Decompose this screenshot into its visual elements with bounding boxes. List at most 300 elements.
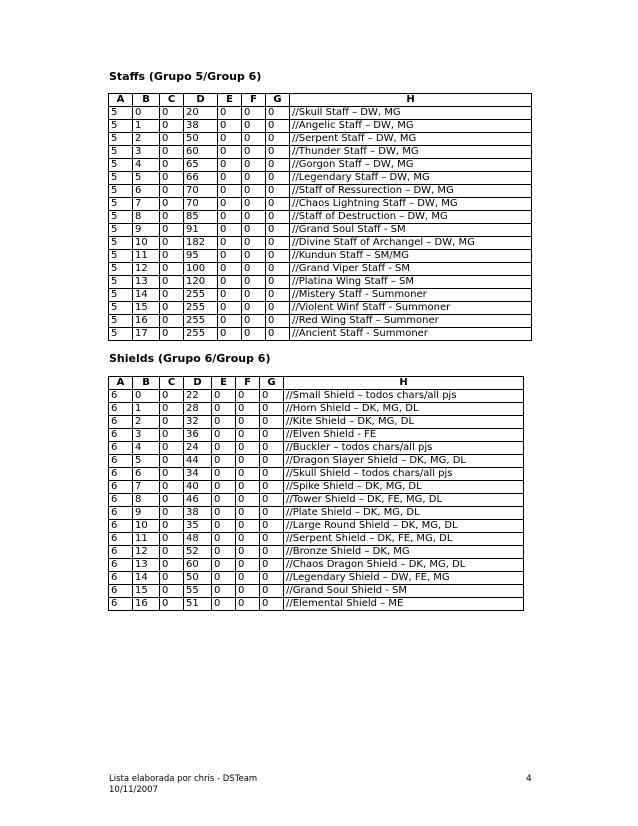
table-cell: 5 — [109, 328, 133, 341]
table-cell: 0 — [242, 185, 266, 198]
table-cell: 0 — [218, 263, 242, 276]
table-cell: //Divine Staff of Archangel – DW, MG — [290, 237, 532, 250]
table-row — [109, 198, 532, 211]
table-cell: 0 — [160, 224, 184, 237]
table-cell: 0 — [212, 507, 236, 520]
table-cell: 35 — [184, 520, 212, 533]
table-row — [109, 390, 524, 403]
table-cell: 0 — [236, 481, 260, 494]
table-cell: 0 — [160, 276, 184, 289]
table-cell: 65 — [184, 159, 218, 172]
table-cell: 0 — [260, 533, 284, 546]
table-cell: 0 — [212, 442, 236, 455]
table-cell: 255 — [184, 315, 218, 328]
table-cell: 0 — [266, 198, 290, 211]
table-cell: //Legendary Shield – DW, FE, MG — [284, 572, 524, 585]
column-header: F — [236, 377, 260, 390]
table-cell: 0 — [236, 546, 260, 559]
table-cell: 0 — [266, 315, 290, 328]
table-cell: 0 — [160, 494, 184, 507]
table-cell: 10 — [133, 237, 160, 250]
table-cell: 15 — [133, 302, 160, 315]
table-cell: 0 — [160, 442, 184, 455]
table-cell: 0 — [218, 289, 242, 302]
table-cell: 0 — [242, 146, 266, 159]
table-cell: 7 — [133, 481, 160, 494]
table-cell: 0 — [236, 468, 260, 481]
table-cell: 32 — [184, 416, 212, 429]
table-cell: 255 — [184, 302, 218, 315]
table-cell: 5 — [109, 237, 133, 250]
table-cell: 0 — [218, 250, 242, 263]
table-cell: 0 — [266, 120, 290, 133]
table-cell: 4 — [133, 442, 160, 455]
table-cell: 0 — [236, 585, 260, 598]
table-cell: 55 — [184, 585, 212, 598]
table-cell: 13 — [133, 559, 160, 572]
table-row — [109, 289, 532, 302]
table-cell: //Mistery Staff - Summoner — [290, 289, 532, 302]
table-cell: 60 — [184, 559, 212, 572]
table-cell: 12 — [133, 546, 160, 559]
table-cell: 15 — [133, 585, 160, 598]
table-cell: 0 — [266, 107, 290, 120]
table-cell: 0 — [242, 289, 266, 302]
table-cell: 0 — [236, 507, 260, 520]
table-cell: 0 — [236, 559, 260, 572]
column-header: D — [184, 377, 212, 390]
table-row — [109, 211, 532, 224]
table-cell: 9 — [133, 507, 160, 520]
column-header: A — [109, 377, 133, 390]
table-cell: 5 — [109, 211, 133, 224]
table-cell: 5 — [109, 198, 133, 211]
column-header: F — [242, 94, 266, 107]
table-cell: 6 — [109, 520, 133, 533]
footer-date: 10/11/2007 — [109, 785, 158, 795]
table-cell: 0 — [218, 328, 242, 341]
table-cell: 0 — [260, 442, 284, 455]
table-cell: 0 — [236, 442, 260, 455]
table-cell: 0 — [160, 237, 184, 250]
table-cell: 6 — [133, 468, 160, 481]
table-row — [109, 507, 524, 520]
table-row — [109, 546, 524, 559]
table-cell: 10 — [133, 520, 160, 533]
table-cell: 4 — [133, 159, 160, 172]
table-cell: 0 — [242, 159, 266, 172]
table-cell: 0 — [260, 507, 284, 520]
table-row — [109, 172, 532, 185]
table-cell: 0 — [160, 159, 184, 172]
table-cell: 0 — [236, 520, 260, 533]
table-cell: 0 — [160, 198, 184, 211]
table-cell: //Serpent Shield – DK, FE, MG, DL — [284, 533, 524, 546]
shields-section-title: Shields (Grupo 6/Group 6) — [109, 352, 271, 365]
table-cell: //Kundun Staff – SM/MG — [290, 250, 532, 263]
table-cell: 0 — [236, 455, 260, 468]
table-cell: 0 — [160, 507, 184, 520]
table-cell: 16 — [133, 598, 160, 611]
table-cell: 0 — [242, 276, 266, 289]
table-cell: //Grand Viper Staff - SM — [290, 263, 532, 276]
table-row — [109, 598, 524, 611]
shields-table — [108, 376, 524, 611]
table-cell: 0 — [236, 403, 260, 416]
table-cell: 120 — [184, 276, 218, 289]
table-cell: 0 — [218, 172, 242, 185]
table-cell: 0 — [160, 390, 184, 403]
staffs-table — [108, 93, 532, 341]
table-cell: //Red Wing Staff – Summoner — [290, 315, 532, 328]
table-cell: 0 — [160, 120, 184, 133]
table-cell: 8 — [133, 211, 160, 224]
table-row — [109, 185, 532, 198]
table-cell: 0 — [218, 315, 242, 328]
table-cell: 2 — [133, 133, 160, 146]
table-cell: 0 — [160, 315, 184, 328]
table-cell: //Buckler – todos chars/all pjs — [284, 442, 524, 455]
table-cell: 0 — [218, 276, 242, 289]
table-cell: 6 — [109, 468, 133, 481]
table-cell: 5 — [109, 159, 133, 172]
table-cell: 0 — [212, 481, 236, 494]
staffs-section-title: Staffs (Grupo 5/Group 6) — [109, 70, 262, 83]
column-header: H — [284, 377, 524, 390]
table-cell: 6 — [109, 442, 133, 455]
table-cell: 0 — [218, 302, 242, 315]
column-header: G — [266, 94, 290, 107]
table-cell: //Small Shield – todos chars/all pjs — [284, 390, 524, 403]
table-cell: 0 — [266, 224, 290, 237]
table-cell: 0 — [236, 598, 260, 611]
table-cell: 85 — [184, 211, 218, 224]
table-cell: 0 — [160, 302, 184, 315]
table-cell: 0 — [260, 546, 284, 559]
table-cell: 0 — [266, 133, 290, 146]
table-cell: 5 — [109, 120, 133, 133]
table-cell: 0 — [160, 585, 184, 598]
table-row — [109, 263, 532, 276]
table-cell: 50 — [184, 133, 218, 146]
table-cell: 0 — [260, 481, 284, 494]
table-header-row — [109, 377, 524, 390]
table-cell: 0 — [160, 185, 184, 198]
table-cell: 0 — [133, 107, 160, 120]
table-row — [109, 520, 524, 533]
table-cell: //Dragon Slayer Shield – DK, MG, DL — [284, 455, 524, 468]
table-cell: 0 — [242, 133, 266, 146]
table-row — [109, 559, 524, 572]
table-cell: 70 — [184, 185, 218, 198]
table-cell: 40 — [184, 481, 212, 494]
table-cell: 34 — [184, 468, 212, 481]
table-cell: //Skull Shield – todos chars/all pjs — [284, 468, 524, 481]
table-cell: 0 — [212, 403, 236, 416]
table-cell: 0 — [212, 455, 236, 468]
table-cell: 0 — [266, 289, 290, 302]
table-cell: 6 — [109, 403, 133, 416]
table-cell: 48 — [184, 533, 212, 546]
table-cell: 13 — [133, 276, 160, 289]
table-cell: 20 — [184, 107, 218, 120]
table-cell: //Violent Winf Staff - Summoner — [290, 302, 532, 315]
table-row — [109, 237, 532, 250]
table-cell: //Large Round Shield – DK, MG, DL — [284, 520, 524, 533]
column-header: B — [133, 94, 160, 107]
table-cell: 0 — [266, 159, 290, 172]
table-cell: 5 — [109, 302, 133, 315]
table-row — [109, 585, 524, 598]
column-header: C — [160, 377, 184, 390]
column-header: H — [290, 94, 532, 107]
table-cell: 5 — [109, 250, 133, 263]
table-cell: 0 — [260, 416, 284, 429]
table-cell: 100 — [184, 263, 218, 276]
table-cell: 6 — [109, 598, 133, 611]
table-cell: 5 — [109, 276, 133, 289]
table-row — [109, 159, 532, 172]
table-cell: 0 — [133, 390, 160, 403]
table-cell: 0 — [242, 224, 266, 237]
table-cell: 6 — [109, 572, 133, 585]
table-cell: //Ancient Staff - Summoner — [290, 328, 532, 341]
table-cell: //Angelic Staff – DW, MG — [290, 120, 532, 133]
table-cell: 0 — [260, 390, 284, 403]
table-cell: //Bronze Shield – DK, MG — [284, 546, 524, 559]
table-row — [109, 315, 532, 328]
table-cell: 5 — [109, 146, 133, 159]
table-row — [109, 276, 532, 289]
table-cell: 0 — [242, 172, 266, 185]
table-cell: //Tower Shield – DK, FE, MG, DL — [284, 494, 524, 507]
table-cell: 0 — [236, 390, 260, 403]
table-cell: 182 — [184, 237, 218, 250]
table-cell: //Chaos Lightning Staff – DW, MG — [290, 198, 532, 211]
table-cell: 5 — [133, 455, 160, 468]
table-row — [109, 328, 532, 341]
table-cell: 0 — [212, 494, 236, 507]
table-cell: 36 — [184, 429, 212, 442]
table-cell: 0 — [260, 429, 284, 442]
table-cell: 0 — [160, 133, 184, 146]
table-cell: 0 — [242, 315, 266, 328]
table-cell: 0 — [218, 133, 242, 146]
table-cell: 0 — [160, 416, 184, 429]
table-cell: 0 — [218, 120, 242, 133]
column-header: C — [160, 94, 184, 107]
table-cell: 0 — [266, 172, 290, 185]
table-cell: 0 — [160, 289, 184, 302]
table-cell: 0 — [242, 328, 266, 341]
column-header: B — [133, 377, 160, 390]
table-cell: 3 — [133, 146, 160, 159]
table-cell: 0 — [236, 416, 260, 429]
table-cell: 5 — [109, 289, 133, 302]
table-cell: 6 — [109, 429, 133, 442]
table-cell: 0 — [266, 328, 290, 341]
table-cell: 0 — [266, 146, 290, 159]
table-cell: 9 — [133, 224, 160, 237]
table-cell: //Skull Staff – DW, MG — [290, 107, 532, 120]
table-cell: 6 — [109, 585, 133, 598]
table-cell: 0 — [160, 211, 184, 224]
table-cell: 0 — [266, 185, 290, 198]
table-cell: 5 — [109, 315, 133, 328]
table-cell: 5 — [109, 133, 133, 146]
table-cell: 38 — [184, 507, 212, 520]
table-cell: 0 — [212, 598, 236, 611]
table-row — [109, 120, 532, 133]
table-cell: 12 — [133, 263, 160, 276]
table-cell: 22 — [184, 390, 212, 403]
table-cell: 0 — [266, 302, 290, 315]
table-cell: 91 — [184, 224, 218, 237]
table-cell: //Platina Wing Staff – SM — [290, 276, 532, 289]
table-cell: 0 — [260, 585, 284, 598]
table-cell: 0 — [218, 107, 242, 120]
page-number: 4 — [526, 774, 532, 784]
table-cell: //Elemental Shield – ME — [284, 598, 524, 611]
table-cell: 28 — [184, 403, 212, 416]
table-cell: 6 — [109, 559, 133, 572]
table-cell: //Thunder Staff – DW, MG — [290, 146, 532, 159]
table-cell: 0 — [160, 598, 184, 611]
table-cell: 0 — [160, 172, 184, 185]
table-cell: 0 — [160, 146, 184, 159]
column-header: D — [184, 94, 218, 107]
table-cell: 0 — [260, 559, 284, 572]
table-cell: 0 — [212, 520, 236, 533]
table-cell: 0 — [242, 302, 266, 315]
table-cell: 5 — [109, 172, 133, 185]
table-row — [109, 224, 532, 237]
table-cell: 5 — [109, 185, 133, 198]
table-cell: 0 — [218, 185, 242, 198]
table-cell: 3 — [133, 429, 160, 442]
column-header: E — [212, 377, 236, 390]
table-cell: 0 — [218, 211, 242, 224]
table-cell: 1 — [133, 120, 160, 133]
table-cell: 0 — [266, 237, 290, 250]
table-cell: 0 — [218, 198, 242, 211]
table-cell: 0 — [212, 559, 236, 572]
table-cell: 0 — [242, 107, 266, 120]
table-cell: 5 — [133, 172, 160, 185]
table-cell: 44 — [184, 455, 212, 468]
table-cell: 46 — [184, 494, 212, 507]
table-cell: 0 — [266, 250, 290, 263]
table-cell: //Grand Soul Staff - SM — [290, 224, 532, 237]
table-row — [109, 455, 524, 468]
table-row — [109, 107, 532, 120]
table-cell: 16 — [133, 315, 160, 328]
table-cell: 38 — [184, 120, 218, 133]
table-cell: 0 — [236, 429, 260, 442]
table-cell: //Serpent Staff – DW, MG — [290, 133, 532, 146]
table-cell: 0 — [260, 572, 284, 585]
table-row — [109, 250, 532, 263]
footer — [109, 774, 257, 796]
table-row — [109, 572, 524, 585]
table-cell: 0 — [160, 468, 184, 481]
table-cell: 6 — [109, 481, 133, 494]
table-cell: 24 — [184, 442, 212, 455]
table-cell: 6 — [133, 185, 160, 198]
table-cell: 255 — [184, 289, 218, 302]
table-cell: 0 — [212, 429, 236, 442]
table-cell: 0 — [160, 520, 184, 533]
table-cell: 66 — [184, 172, 218, 185]
table-cell: 51 — [184, 598, 212, 611]
table-cell: 0 — [160, 481, 184, 494]
table-cell: //Elven Shield - FE — [284, 429, 524, 442]
table-cell: 0 — [160, 533, 184, 546]
table-cell: 0 — [260, 520, 284, 533]
table-cell: 0 — [242, 250, 266, 263]
table-cell: 17 — [133, 328, 160, 341]
table-cell: 0 — [218, 159, 242, 172]
table-cell: 0 — [260, 468, 284, 481]
table-cell: 1 — [133, 403, 160, 416]
table-cell: 7 — [133, 198, 160, 211]
table-cell: //Legendary Staff – DW, MG — [290, 172, 532, 185]
table-cell: 6 — [109, 390, 133, 403]
table-cell: 6 — [109, 455, 133, 468]
table-cell: 5 — [109, 107, 133, 120]
table-cell: 0 — [242, 120, 266, 133]
table-cell: 255 — [184, 328, 218, 341]
table-cell: 6 — [109, 546, 133, 559]
table-cell: 0 — [160, 250, 184, 263]
table-cell: 0 — [160, 403, 184, 416]
table-cell: //Staff of Ressurection – DW, MG — [290, 185, 532, 198]
table-cell: 14 — [133, 572, 160, 585]
column-header: G — [260, 377, 284, 390]
table-cell: 0 — [160, 107, 184, 120]
table-cell: 6 — [109, 533, 133, 546]
table-cell: 0 — [212, 468, 236, 481]
table-cell: //Chaos Dragon Shield – DK, MG, DL — [284, 559, 524, 572]
table-row — [109, 533, 524, 546]
table-cell: 60 — [184, 146, 218, 159]
table-row — [109, 403, 524, 416]
table-cell: 11 — [133, 250, 160, 263]
table-cell: 0 — [236, 494, 260, 507]
table-cell: 0 — [260, 403, 284, 416]
table-cell: 95 — [184, 250, 218, 263]
table-cell: 8 — [133, 494, 160, 507]
table-cell: 50 — [184, 572, 212, 585]
footer-author: Lista elaborada por chris - DSTeam — [109, 774, 258, 784]
table-cell: 0 — [212, 572, 236, 585]
table-row — [109, 429, 524, 442]
table-cell: 5 — [109, 224, 133, 237]
table-cell: 0 — [160, 546, 184, 559]
table-cell: 6 — [109, 494, 133, 507]
table-cell: 0 — [236, 572, 260, 585]
table-cell: 6 — [109, 507, 133, 520]
table-row — [109, 302, 532, 315]
table-cell: //Gorgon Staff – DW, MG — [290, 159, 532, 172]
table-cell: 0 — [160, 328, 184, 341]
table-cell: 0 — [242, 237, 266, 250]
table-cell: //Staff of Destruction – DW, MG — [290, 211, 532, 224]
table-header-row — [109, 94, 532, 107]
table-cell: 0 — [212, 546, 236, 559]
table-cell: 14 — [133, 289, 160, 302]
table-cell: 0 — [160, 559, 184, 572]
